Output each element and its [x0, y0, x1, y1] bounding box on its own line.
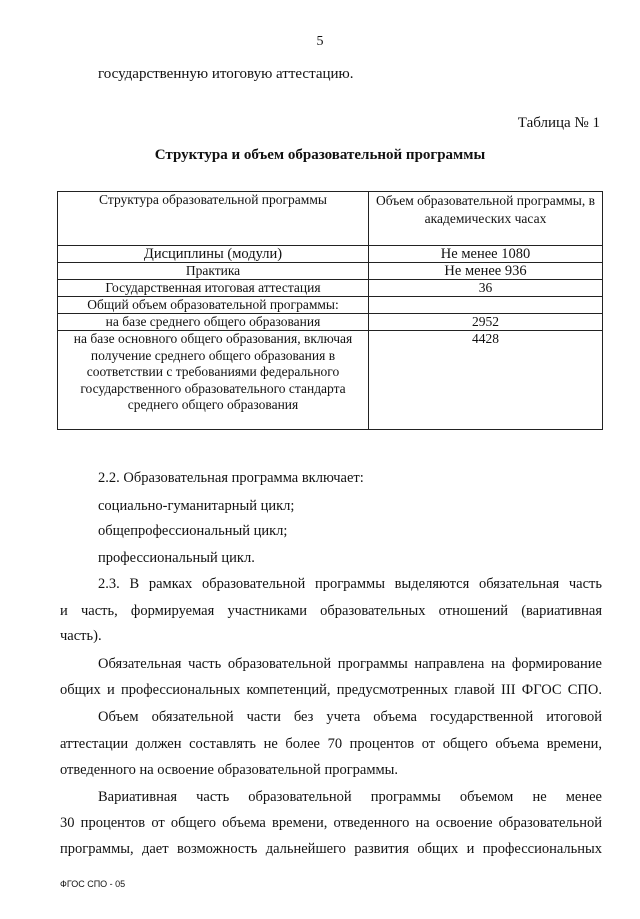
- table-number: Таблица № 1: [517, 115, 600, 131]
- row-label: Практика: [58, 263, 369, 280]
- row-value: 36: [369, 280, 603, 297]
- paragraph-volume-line: отведенного на освоение образовательной программы.: [60, 762, 399, 778]
- paragraph-variable-line: Вариативная часть образовательной программы объемом не менее: [98, 789, 602, 805]
- paragraph-2-3-line: часть).: [60, 628, 102, 644]
- table-header-row: [58, 192, 603, 246]
- row-value: 2952: [369, 314, 603, 331]
- page-number: 5: [316, 34, 324, 49]
- table-row: [58, 314, 603, 331]
- table-row: [58, 331, 603, 430]
- row-label: Дисциплины (модули): [58, 246, 369, 263]
- header-structure: Структура образовательной программы: [58, 192, 369, 246]
- row-value: Не менее 1080: [369, 246, 603, 263]
- table-row: [58, 297, 603, 314]
- row-label: на базе основного общего образования, включая получение среднего общего образования в соответствии с требованиями федерального государственного образовательного стандарта среднего общего образования: [58, 331, 369, 430]
- row-label: Общий объем образовательной программы:: [58, 297, 369, 314]
- table-row: [58, 280, 603, 297]
- table-title: Структура и объем образовательной программы: [154, 147, 486, 163]
- header-volume: Объем образовательной программы, в академических часах: [369, 192, 603, 246]
- paragraph-mandatory-line: общих и профессиональных компетенций, предусмотренных главой III ФГОС СПО.: [60, 682, 602, 698]
- paragraph-volume-line: Объем обязательной части без учета объема государственной итоговой: [98, 709, 602, 725]
- table-row: [58, 246, 603, 263]
- row-value: [369, 297, 603, 314]
- row-value: Не менее 936: [369, 263, 603, 280]
- footer-code: ФГОС СПО - 05: [60, 879, 126, 889]
- paragraph-2-3-line: 2.3. В рамках образовательной программы выделяются обязательная часть: [98, 576, 602, 592]
- row-value: 4428: [369, 331, 603, 430]
- list-item: социально-гуманитарный цикл;: [98, 498, 295, 514]
- paragraph-2-2: 2.2. Образовательная программа включает:: [98, 470, 364, 486]
- row-label: Государственная итоговая аттестация: [58, 280, 369, 297]
- paragraph-variable-line: программы, дает возможность дальнейшего развития общих и профессиональных: [60, 841, 602, 857]
- paragraph-volume-line: аттестации должен составлять не более 70 процентов от общего объема времени,: [60, 736, 602, 752]
- table-row: [58, 263, 603, 280]
- paragraph-variable-line: 30 процентов от общего объема времени, отведенного на освоение образовательной: [60, 815, 602, 831]
- intro-line: государственную итоговую аттестацию.: [98, 66, 354, 82]
- list-item: общепрофессиональный цикл;: [98, 523, 288, 539]
- list-item: профессиональный цикл.: [98, 550, 255, 566]
- paragraph-mandatory-line: Обязательная часть образовательной программы направлена на формирование: [98, 656, 602, 672]
- paragraph-2-3-line: и часть, формируемая участниками образовательных отношений (вариативная: [60, 603, 602, 619]
- row-label: на базе среднего общего образования: [58, 314, 369, 331]
- structure-table: [57, 191, 603, 430]
